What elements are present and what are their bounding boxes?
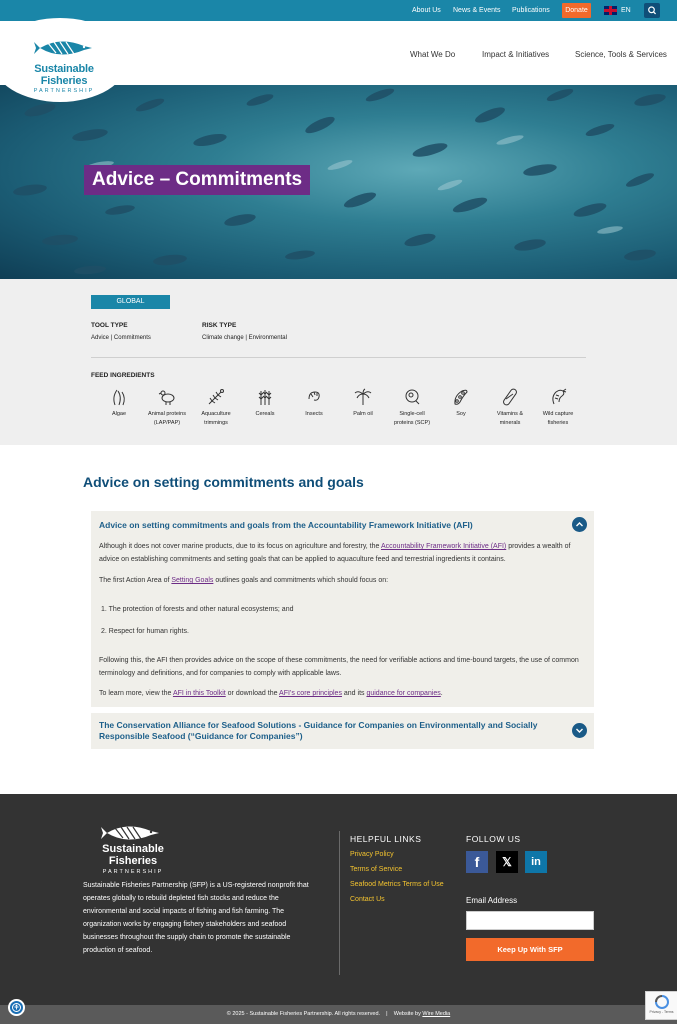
site-logo[interactable]: [14, 38, 114, 94]
accessibility-button[interactable]: [8, 999, 25, 1016]
language-label: EN: [621, 7, 631, 14]
ingredient-label: Animal proteins: [148, 411, 186, 417]
logo-title: Sustainable Fisheries: [34, 63, 94, 87]
ingredient-label: Cereals: [255, 411, 275, 417]
expand-button[interactable]: [572, 723, 587, 738]
seafood-metrics-terms-link[interactable]: Seafood Metrics Terms of Use: [350, 881, 444, 888]
ingredient-insects[interactable]: [288, 387, 340, 419]
afi-paragraph-4: To learn more, view the AFI in this Toolkit or download the AFI’s core principles and its guidance for companies.: [99, 690, 443, 697]
ingredient-label-2: trimmings: [204, 420, 228, 426]
afi-core-principles-link[interactable]: AFI’s core principles: [279, 690, 342, 697]
setting-goals-link[interactable]: Setting Goals: [171, 577, 214, 584]
ingredient-label-2: proteins (SCP): [393, 420, 431, 426]
copyright-text: © 2025 - Sustainable Fisheries Partnership. All rights reserved.: [226, 1011, 381, 1017]
subscribe-button[interactable]: Keep Up With SFP: [466, 938, 594, 961]
footer-logo-subtitle: PARTNERSHIP: [102, 869, 164, 875]
ingredient-palm-oil[interactable]: [337, 387, 389, 419]
nav-impact-initiatives[interactable]: Impact & Initiatives: [482, 50, 550, 59]
footer-logo[interactable]: [83, 823, 183, 875]
fish-logo-icon: [96, 823, 166, 843]
shrimp-icon: [548, 387, 568, 407]
publications-link[interactable]: Publications: [512, 7, 550, 14]
afi-paragraph-2: The first Action Area of Setting Goals outlines goals and commitments which should focus on:: [99, 577, 389, 584]
ingredient-label: Palm oil: [353, 411, 373, 417]
larva-icon: [304, 387, 324, 407]
ingredient-label: Algae: [111, 411, 127, 417]
privacy-policy-link[interactable]: Privacy Policy: [350, 851, 394, 858]
contact-us-link[interactable]: Contact Us: [350, 896, 385, 903]
capsule-icon: [500, 387, 520, 407]
helpful-links-heading: HELPFUL LINKS: [350, 834, 422, 844]
donate-button[interactable]: Donate: [562, 3, 591, 18]
nav-what-we-do[interactable]: What We Do: [410, 50, 456, 59]
chevron-down-icon: [572, 723, 587, 738]
footer-description: Sustainable Fisheries Partnership (SFP) is a US-registered nonprofit that operates globally to rebuild depleted fish stocks and reduce the environmental and social impacts of fishing and fish farming. The organization works by engaging fishery stakeholders and seafood businesses throughout the supply chain to promote the sustainable production of seafood.: [83, 882, 309, 954]
tool-type-label: TOOL TYPE: [91, 322, 128, 329]
accordion-conservation-title[interactable]: The Conservation Alliance for Seafood Solutions - Guidance for Companies on Environmentally and Socially Responsible Seafood (“Guidance for Companies”): [99, 720, 538, 741]
soybean-icon: [451, 387, 471, 407]
x-twitter-icon[interactable]: 𝕏: [496, 851, 518, 873]
afi-paragraph-1: Although it does not cover marine products, due to its focus on agriculture and forestry, the Accountability Framework Initiative (AFI) provides a wealth of advice on establishing commitments and setting goals that can be applied to aquaculture feed and terrestrial ingredients it contains.: [99, 543, 571, 563]
language-selector[interactable]: [604, 0, 631, 21]
footer-logo-title: Sustainable Fisheries: [102, 843, 164, 867]
accordion-conservation-alliance[interactable]: [91, 713, 594, 749]
guidance-companies-link[interactable]: guidance for companies: [366, 690, 441, 697]
recaptcha-icon: [653, 994, 671, 1010]
ingredient-label-2: minerals: [499, 420, 521, 426]
palm-tree-icon: [353, 387, 373, 407]
uk-flag-icon: [604, 6, 617, 15]
ingredient-label: Insects: [305, 411, 323, 417]
page-title: Advice – Commitments: [84, 165, 310, 195]
ingredient-cereals[interactable]: [239, 387, 291, 419]
list-item: 1. The protection of forests and other natural ecosystems; and: [101, 606, 294, 613]
recaptcha-text: Privacy - Terms: [649, 1010, 674, 1014]
nav-science-tools-services[interactable]: Science, Tools & Services: [575, 50, 667, 59]
afi-toolkit-link[interactable]: AFI in this Toolkit: [172, 690, 226, 697]
facebook-icon[interactable]: f: [466, 851, 488, 873]
accessibility-icon: [10, 1001, 23, 1014]
tool-type-value: Advice | Commitments: [91, 335, 151, 341]
follow-us-heading: FOLLOW US: [466, 834, 521, 844]
about-us-link[interactable]: About Us: [412, 7, 441, 14]
website-by-text: Website by: [393, 1011, 421, 1017]
ingredient-label: Wild capture: [542, 411, 574, 417]
ingredient-label-2: fisheries: [547, 420, 569, 426]
ingredient-label: Single-cell: [399, 411, 425, 417]
afi-paragraph-3: Following this, the AFI then provides advice on the scope of these commitments, the need for verifiable actions and time-bound targets, the use of common terminology and definitions, and for companies to comply with applicable laws.: [99, 657, 579, 677]
logo-subtitle: PARTNERSHIP: [33, 88, 95, 94]
news-events-link[interactable]: News & Events: [453, 7, 501, 14]
list-item: 2. Respect for human rights.: [101, 628, 189, 635]
collapse-button[interactable]: [572, 517, 587, 532]
chicken-icon: [157, 387, 177, 407]
section-heading: Advice on setting commitments and goals: [83, 474, 364, 490]
copyright-bar: [0, 1005, 677, 1024]
ingredient-animal-proteins[interactable]: [141, 387, 193, 428]
ingredient-soy[interactable]: [435, 387, 487, 419]
chevron-up-icon: [572, 517, 587, 532]
ingredient-algae[interactable]: [93, 387, 145, 419]
feed-ingredients-label: FEED INGREDIENTS: [91, 372, 155, 379]
ingredient-single-cell-proteins[interactable]: [386, 387, 438, 428]
copyright-separator: |: [386, 1011, 388, 1017]
recaptcha-badge[interactable]: [645, 991, 677, 1020]
algae-icon: [109, 387, 129, 407]
terms-of-service-link[interactable]: Terms of Service: [350, 866, 403, 873]
footer-divider: [339, 831, 340, 975]
ingredient-label-2: (LAP/PAP): [153, 420, 181, 426]
region-tag: GLOBAL: [91, 295, 170, 309]
ingredient-wild-capture-fisheries[interactable]: [532, 387, 584, 428]
ingredient-label: Soy: [456, 411, 466, 417]
risk-type-value: Climate change | Environmental: [202, 335, 287, 341]
wire-media-link[interactable]: Wire Media: [422, 1011, 451, 1017]
search-button[interactable]: [644, 3, 660, 18]
utility-bar: [0, 0, 677, 21]
ingredient-vitamins-minerals[interactable]: [484, 387, 536, 428]
ingredient-label: Vitamins &: [496, 411, 524, 417]
ingredient-label: Aquaculture: [201, 411, 231, 417]
fish-bone-icon: [206, 387, 226, 407]
email-label: Email Address: [466, 896, 518, 905]
email-input[interactable]: [466, 911, 594, 930]
ingredient-aquaculture-trimmings[interactable]: [190, 387, 242, 428]
accordion-afi-title[interactable]: Advice on setting commitments and goals from the Accountability Framework Initiative (AFI): [99, 520, 473, 530]
afi-link[interactable]: Accountability Framework Initiative (AFI): [380, 543, 507, 550]
cell-icon: [402, 387, 422, 407]
fish-logo-icon: [34, 38, 94, 58]
info-divider: [91, 357, 586, 358]
risk-type-label: RISK TYPE: [202, 322, 237, 329]
linkedin-icon[interactable]: in: [525, 851, 547, 873]
wheat-icon: [255, 387, 275, 407]
search-icon: [644, 3, 660, 18]
